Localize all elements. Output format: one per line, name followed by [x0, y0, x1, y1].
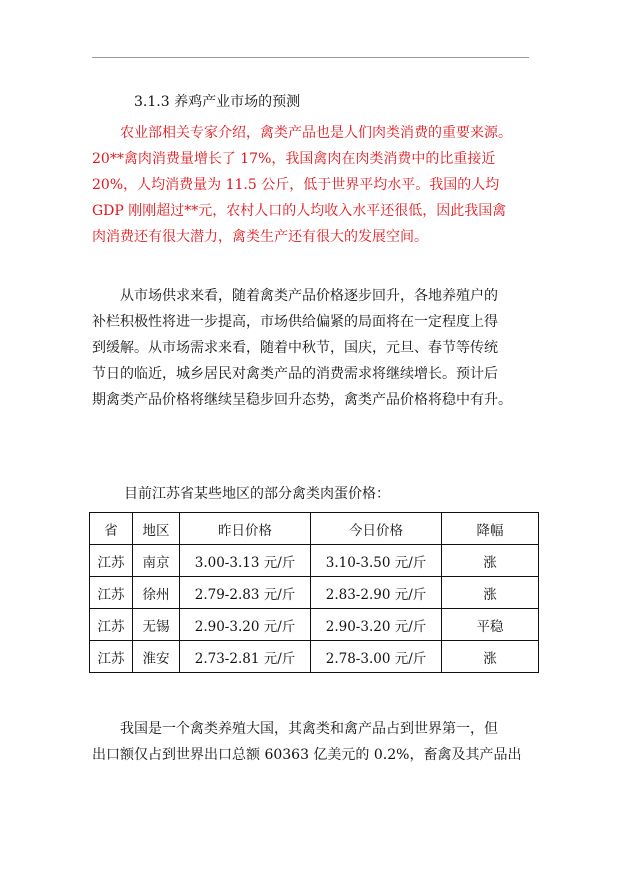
- cell-region: 徐州: [133, 577, 180, 609]
- cell-region: 南京: [133, 545, 180, 577]
- expert-paragraph: [92, 120, 529, 250]
- export-paragraph: [92, 716, 529, 768]
- section-heading: 3.1.3 养鸡产业市场的预测: [134, 94, 301, 110]
- paragraph-line: 我国是一个禽类养殖大国，其禽类和禽产品占到世界第一，但: [92, 721, 498, 737]
- cell-region: 无锡: [133, 609, 180, 641]
- paragraph-line: 出口额仅占到世界出口总额 60363 亿美元的 0.2%，畜禽及其产品出: [92, 747, 522, 763]
- cell-province: 江苏: [90, 609, 133, 641]
- paragraph-line: 期禽类产品价格将继续呈稳步回升态势，禽类产品价格将稳中有升。: [92, 392, 512, 408]
- paragraph-line: 到缓解。从市场需求来看，随着中秋节，国庆，元旦、春节等传统: [92, 340, 498, 356]
- cell-change: 涨: [442, 545, 539, 577]
- header-yesterday-price: 昨日价格: [180, 513, 311, 545]
- cell-change: 涨: [442, 641, 539, 673]
- cell-province: 江苏: [90, 577, 133, 609]
- price-table: [89, 512, 539, 673]
- cell-today-price: 3.10-3.50 元/斤: [311, 545, 442, 577]
- paragraph-line: 从市场供求来看，随着禽类产品价格逐步回升，各地养殖户的: [92, 288, 498, 304]
- cell-yesterday-price: 2.73-2.81 元/斤: [180, 641, 311, 673]
- paragraph-line: 20%，人均消费量为 11.5 公斤，低于世界平均水平。我国的人均: [92, 177, 500, 193]
- cell-change: 平稳: [442, 609, 539, 641]
- cell-yesterday-price: 3.00-3.13 元/斤: [180, 545, 311, 577]
- cell-today-price: 2.78-3.00 元/斤: [311, 641, 442, 673]
- table-header-row: [90, 513, 539, 545]
- table-row: [90, 545, 539, 577]
- paragraph-line: 20**禽肉消费量增长了 17%，我国禽肉在肉类消费中的比重接近: [92, 151, 496, 167]
- paragraph-line: 补栏积极性将进一步提高，市场供给偏紧的局面将在一定程度上得: [92, 314, 498, 330]
- paragraph-line: 农业部相关专家介绍，禽类产品也是人们肉类消费的重要来源。: [92, 125, 512, 141]
- cell-yesterday-price: 2.90-3.20 元/斤: [180, 609, 311, 641]
- header-rule: [92, 57, 529, 58]
- table-row: [90, 577, 539, 609]
- table-caption: 目前江苏省某些地区的部分禽类肉蛋价格：: [124, 486, 390, 502]
- header-change: 降幅: [442, 513, 539, 545]
- cell-province: 江苏: [90, 641, 133, 673]
- header-province: 省: [90, 513, 133, 545]
- cell-yesterday-price: 2.79-2.83 元/斤: [180, 577, 311, 609]
- cell-province: 江苏: [90, 545, 133, 577]
- table-row: [90, 609, 539, 641]
- cell-region: 淮安: [133, 641, 180, 673]
- paragraph-line: 肉消费还有很大潜力，禽类生产还有很大的发展空间。: [92, 229, 428, 245]
- market-paragraph: [92, 283, 529, 413]
- header-today-price: 今日价格: [311, 513, 442, 545]
- cell-today-price: 2.83-2.90 元/斤: [311, 577, 442, 609]
- cell-today-price: 2.90-3.20 元/斤: [311, 609, 442, 641]
- paragraph-line: GDP 刚刚超过**元，农村人口的人均收入水平还很低，因此我国禽: [92, 203, 507, 219]
- table-row: [90, 641, 539, 673]
- cell-change: 涨: [442, 577, 539, 609]
- paragraph-line: 节日的临近，城乡居民对禽类产品的消费需求将继续增长。预计后: [92, 366, 498, 382]
- header-region: 地区: [133, 513, 180, 545]
